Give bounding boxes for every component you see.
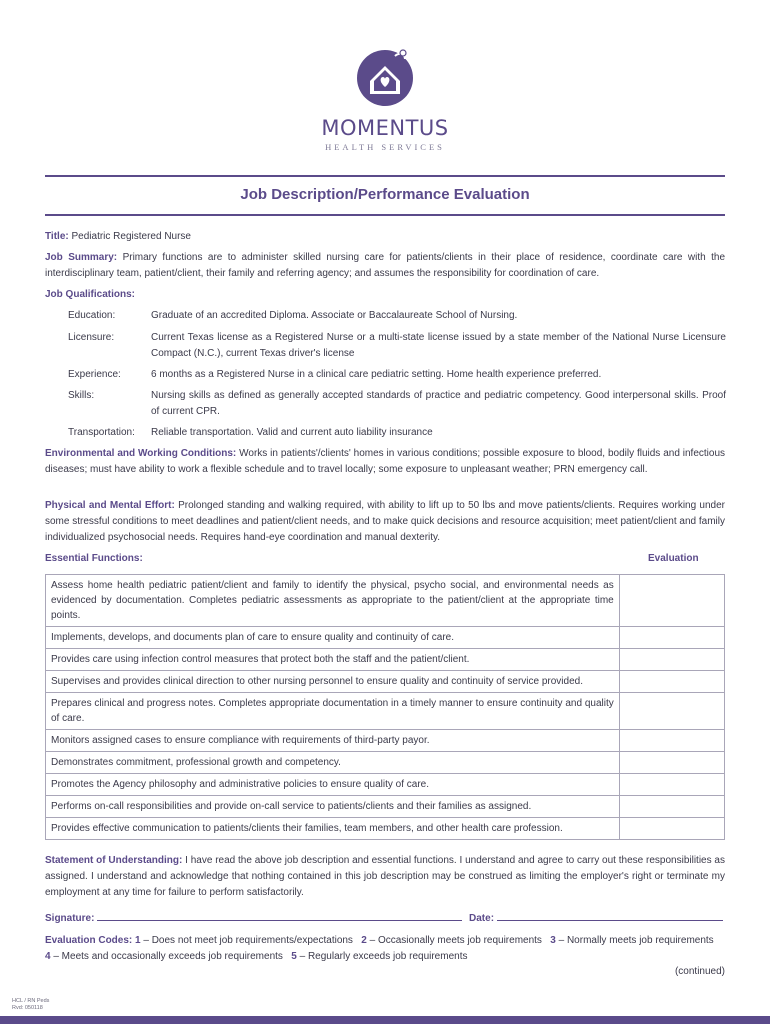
signature-label: Signature: bbox=[45, 913, 95, 924]
job-title-value: Pediatric Registered Nurse bbox=[71, 231, 191, 242]
form-code-line-2: Rvd: 050118 bbox=[12, 1005, 43, 1011]
form-code-line-1: HCL / RN Peds bbox=[12, 998, 50, 1004]
evaluation-cell[interactable] bbox=[619, 649, 724, 671]
function-description: Assess home health pediatric patient/client and family to identify the physical, psycho social, and environmental needs as evidenced by documentation. Completes pediatric assessments as appropriate to the patient/client at the appropriate time points. bbox=[46, 575, 620, 627]
table-row bbox=[46, 730, 725, 752]
function-description: Performs on-call responsibilities and provide on-call service to patients/clients and their families as assigned. bbox=[46, 796, 620, 818]
evaluation-cell[interactable] bbox=[619, 627, 724, 649]
function-description: Supervises and provides clinical direction to other nursing personnel to ensure quality and continuity of service provided. bbox=[46, 671, 620, 693]
evaluation-cell[interactable] bbox=[619, 796, 724, 818]
code-2-text: – Occasionally meets job requirements bbox=[369, 935, 542, 946]
transportation-label: Transportation: bbox=[68, 427, 135, 438]
transportation-value: Reliable transportation. Valid and current auto liability insurance bbox=[151, 427, 433, 438]
code-3-text: – Normally meets job requirements bbox=[558, 935, 714, 946]
logo bbox=[0, 44, 770, 152]
physical-effort-label: Physical and Mental Effort: bbox=[45, 500, 175, 511]
job-summary-text: Primary functions are to administer skilled nursing care for patients/clients in their place of residence, coordinate care with the interdisciplinary team, patient/client, their family and referring agency; and assumes the responsibility for coordination of care. bbox=[45, 252, 726, 279]
header-rule-bottom bbox=[45, 214, 725, 216]
function-description: Prepares clinical and progress notes. Completes appropriate documentation in a timely manner to ensure continuity and quality of care. bbox=[46, 693, 620, 730]
table-row bbox=[46, 752, 725, 774]
house-heart-logo-icon bbox=[355, 44, 415, 110]
signature-line bbox=[45, 911, 727, 927]
environmental-text: Works in patients'/clients' homes in various conditions; possible exposure to blood, bodily fluids and infectious diseases; must have ability to work a flexible schedule and to travel locally; some exposure to unpleasant weather; PRN emergency call. bbox=[45, 448, 725, 475]
date-field[interactable] bbox=[497, 920, 723, 921]
qualifications-heading: Job Qualifications: bbox=[45, 289, 136, 300]
experience-label: Experience: bbox=[68, 369, 121, 380]
code-1-text: – Does not meet job requirements/expectations bbox=[143, 935, 353, 946]
evaluation-heading: Evaluation bbox=[648, 553, 699, 564]
document-title: Job Description/Performance Evaluation bbox=[240, 186, 530, 203]
function-description: Provides effective communication to patients/clients their families, team members, and other health care profession. bbox=[46, 818, 620, 840]
skills-label: Skills: bbox=[68, 390, 95, 401]
function-description: Demonstrates commitment, professional growth and competency. bbox=[46, 752, 620, 774]
table-row bbox=[46, 693, 725, 730]
evaluation-cell[interactable] bbox=[619, 818, 724, 840]
physical-effort-text: Prolonged standing and walking required, with ability to lift up to 50 lbs and move patients/clients. Requires working under some stressful conditions to meet deadlines and patient/client needs, and to make quick decisions and resource acquisition; meet patient/client and family individualized psychosocial needs. Requires hand-eye coordination and manual dexterity. bbox=[45, 500, 726, 543]
code-5-text: – Regularly exceeds job requirements bbox=[299, 950, 468, 962]
function-description: Provides care using infection control measures that protect both the staff and the patient/client. bbox=[46, 649, 620, 671]
job-title-label: Title: bbox=[45, 231, 69, 242]
evaluation-codes-label: Evaluation Codes: bbox=[45, 935, 133, 946]
form-code bbox=[12, 998, 49, 1012]
statement-text: I have read the above job description and essential functions. I understand and agree to carry out these responsibilities as assigned. I understand and acknowledge that nothing contained in this job description may be construed as limiting the employer's right or terminate my employment at any time for failure to perform satisfactorily. bbox=[45, 855, 725, 898]
skills-value: Nursing skills as defined as generally accepted standards of practice and pediatric competency. Good interpersonal skills. Proof of current CPR. bbox=[151, 390, 726, 417]
statement-label: Statement of Understanding: bbox=[45, 855, 183, 866]
code-4-number: 4 bbox=[45, 950, 51, 962]
evaluation-cell[interactable] bbox=[619, 774, 724, 796]
table-row bbox=[46, 627, 725, 649]
table-row bbox=[46, 774, 725, 796]
statement-of-understanding bbox=[45, 853, 725, 900]
licensure-value: Current Texas license as a Registered Nurse or a multi-state license issued by a state member of the National Nurse Licensure Compact (N.C.), current Texas driver's license bbox=[151, 332, 726, 359]
evaluation-cell[interactable] bbox=[619, 730, 724, 752]
experience-value: 6 months as a Registered Nurse in a clinical care pediatric setting. Home health experience preferred. bbox=[151, 369, 602, 380]
table-row bbox=[46, 575, 725, 627]
job-summary-label: Job Summary: bbox=[45, 252, 118, 263]
code-4-text: – Meets and occasionally exceeds job requirements bbox=[53, 950, 283, 962]
table-row bbox=[46, 818, 725, 840]
education-label: Education: bbox=[68, 310, 116, 321]
code-3-number: 3 bbox=[550, 935, 556, 946]
code-2-number: 2 bbox=[361, 935, 367, 946]
job-title-line bbox=[45, 229, 725, 245]
header-rule-top bbox=[45, 175, 725, 177]
code-5-number: 5 bbox=[291, 950, 297, 962]
essential-functions-heading: Essential Functions: bbox=[45, 553, 143, 564]
physical-mental-effort bbox=[45, 498, 725, 545]
environmental-label: Environmental and Working Conditions: bbox=[45, 448, 237, 459]
function-description: Implements, develops, and documents plan of care to ensure quality and continuity of care. bbox=[46, 627, 620, 649]
job-summary bbox=[45, 250, 725, 282]
table-row bbox=[46, 796, 725, 818]
brand-name: MOMENTUS bbox=[321, 116, 449, 140]
evaluation-cell[interactable] bbox=[619, 671, 724, 693]
essential-functions-table bbox=[45, 574, 725, 840]
evaluation-cell[interactable] bbox=[619, 693, 724, 730]
brand-subtitle: HEALTH SERVICES bbox=[325, 142, 445, 152]
date-label: Date: bbox=[469, 913, 495, 924]
function-description: Promotes the Agency philosophy and administrative policies to ensure quality of care. bbox=[46, 774, 620, 796]
footer-bar bbox=[0, 1016, 770, 1024]
table-row bbox=[46, 649, 725, 671]
education-value: Graduate of an accredited Diploma. Associate or Baccalaureate School of Nursing. bbox=[151, 310, 518, 321]
continued-note: (continued) bbox=[674, 966, 725, 977]
code-1-number: 1 bbox=[135, 935, 141, 946]
evaluation-cell[interactable] bbox=[619, 752, 724, 774]
evaluation-codes bbox=[45, 933, 725, 965]
licensure-label: Licensure: bbox=[68, 332, 115, 343]
table-row bbox=[46, 671, 725, 693]
evaluation-cell[interactable] bbox=[619, 575, 724, 627]
function-description: Monitors assigned cases to ensure compliance with requirements of third-party payor. bbox=[46, 730, 620, 752]
environmental-conditions bbox=[45, 446, 725, 478]
signature-field[interactable] bbox=[97, 920, 462, 921]
